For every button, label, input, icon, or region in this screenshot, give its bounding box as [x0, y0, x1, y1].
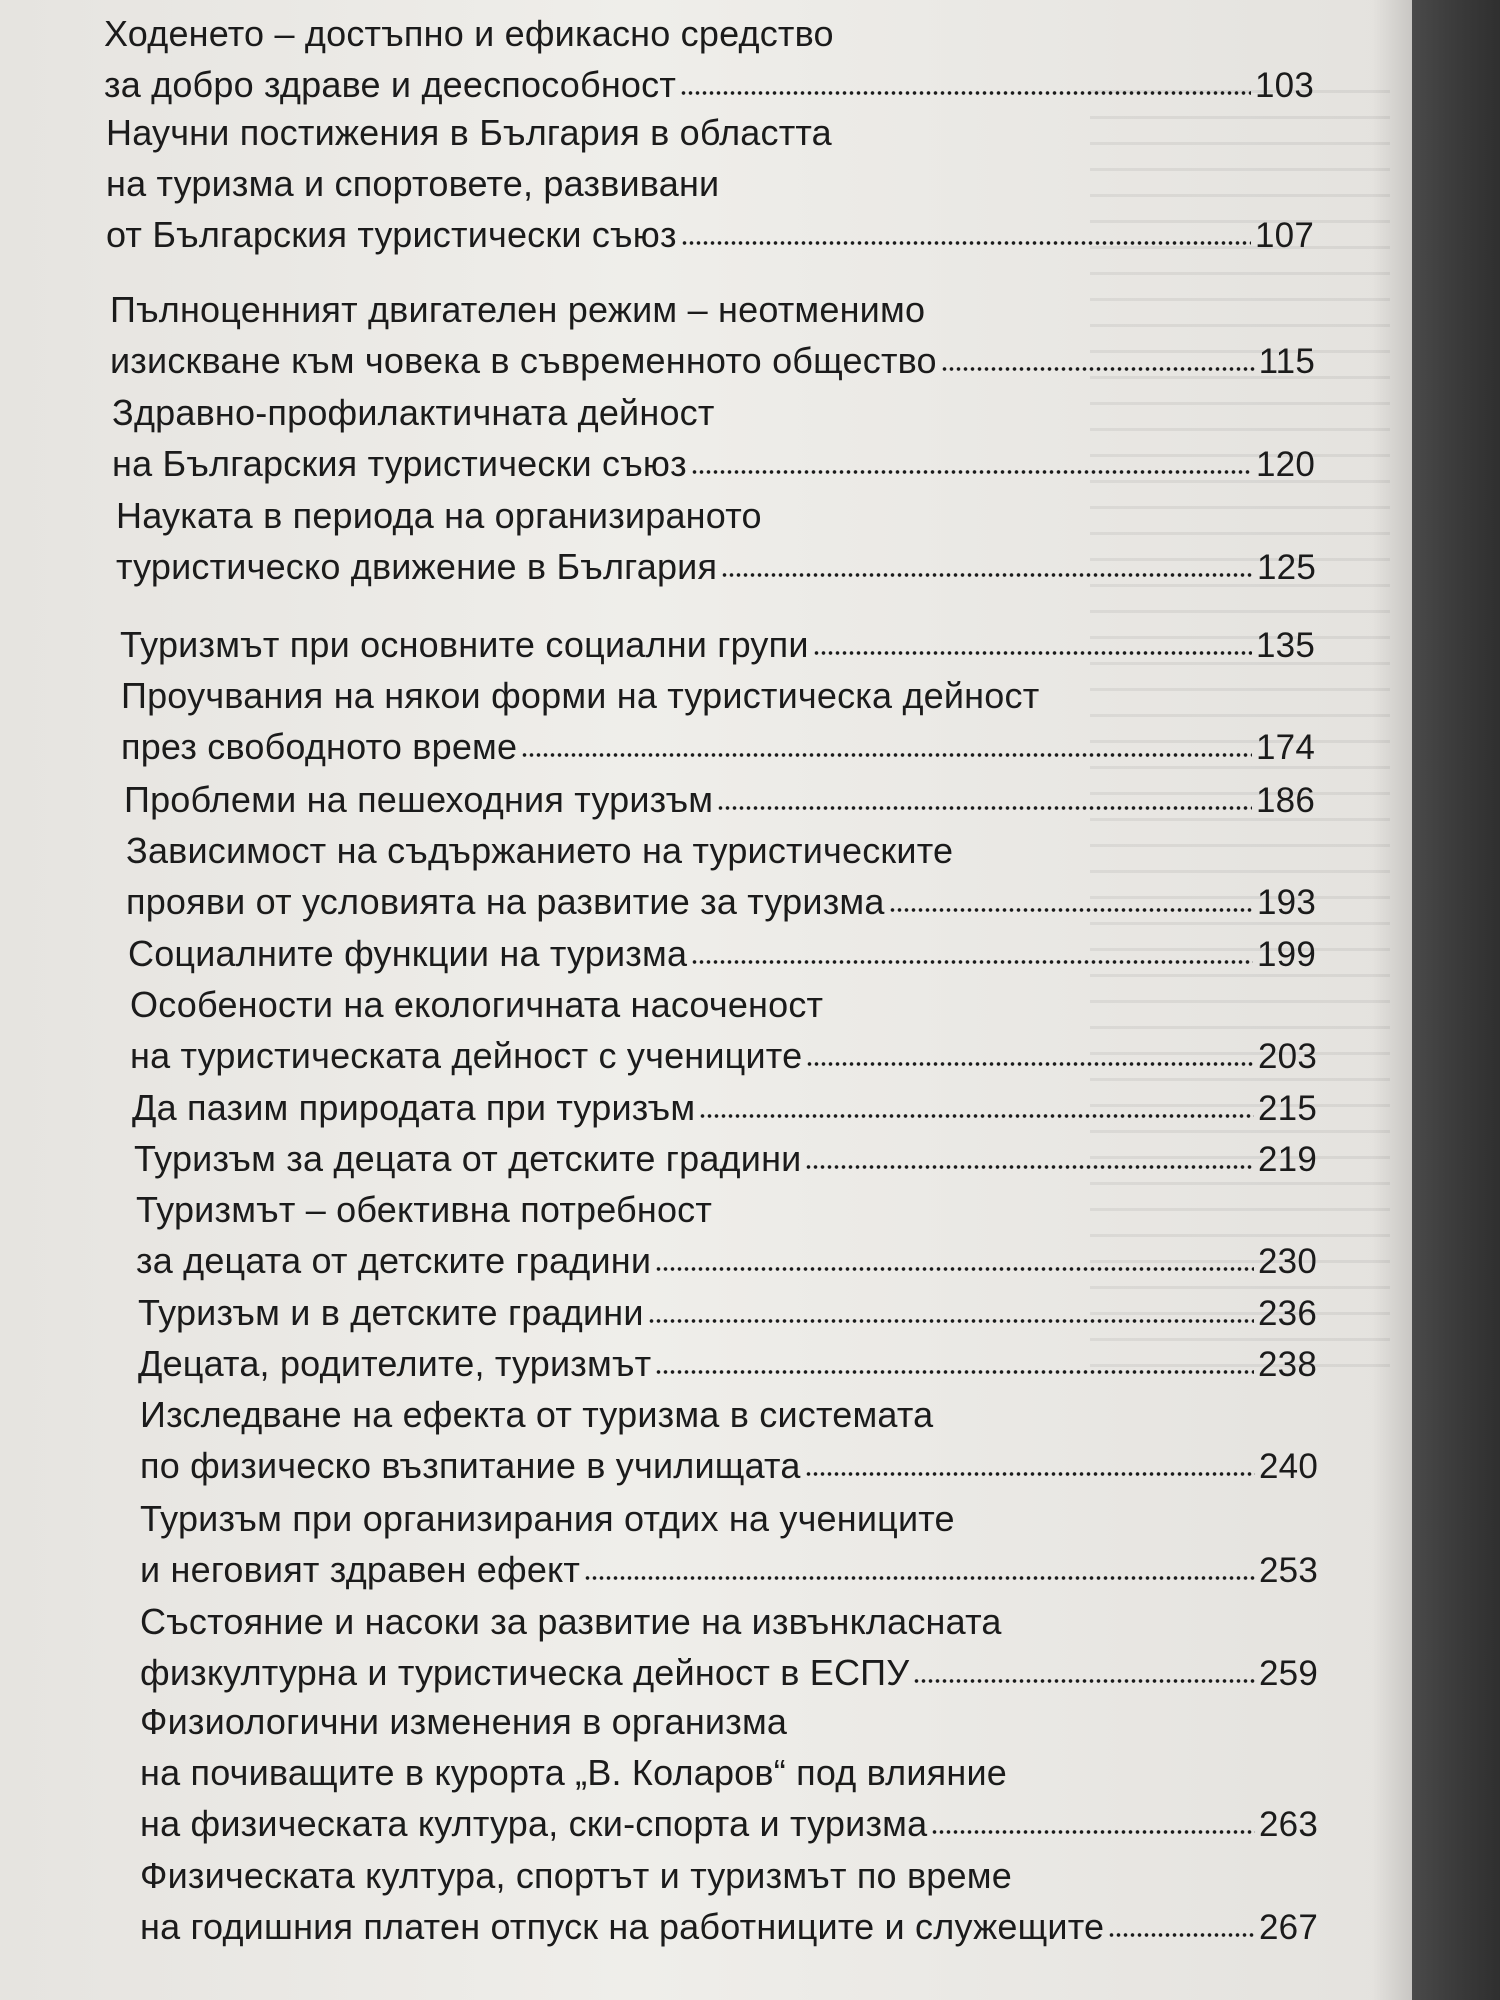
toc-page-number: 135: [1256, 626, 1315, 665]
toc-entry: [140, 1389, 1318, 1492]
dot-leader: [681, 238, 1251, 248]
toc-page-number: 259: [1259, 1654, 1318, 1693]
toc-page-number: 193: [1257, 883, 1316, 922]
toc-entry-title-line: по физическо възпитание в училищата: [140, 1445, 801, 1486]
toc-page-number: 115: [1258, 342, 1315, 381]
dot-leader: [680, 88, 1251, 98]
toc-entry-title-line: Състояние и насоки за развитие на извънкласната: [140, 1601, 1002, 1642]
book-edge: [1412, 0, 1500, 2000]
toc-page-number: 240: [1259, 1447, 1318, 1486]
toc-page-number: 199: [1257, 935, 1316, 974]
dot-leader: [717, 803, 1252, 813]
toc-entry: [132, 1082, 1317, 1134]
dot-leader: [648, 1316, 1254, 1326]
dot-leader: [1108, 1930, 1255, 1940]
toc-entry-title-line: за добро здраве и дееспособност: [104, 64, 677, 105]
toc-page-number: 186: [1256, 781, 1315, 820]
toc-entry: [128, 928, 1316, 980]
toc-entry-title-line: от Българския туристически съюз: [106, 214, 677, 255]
toc-entry-title-line: за децата от детските градини: [136, 1240, 652, 1281]
dot-leader: [699, 1111, 1254, 1121]
toc-page-number: 238: [1258, 1345, 1317, 1384]
toc-page-number: 215: [1258, 1089, 1317, 1128]
toc-entry-title-line: на годишния платен отпуск на работниците и служещите: [140, 1906, 1105, 1947]
toc-entry-title-line: Пълноценният двигателен режим – неотменимо: [110, 289, 926, 330]
toc-entry: [136, 1184, 1317, 1287]
dot-leader: [889, 905, 1253, 915]
toc-entry-title-line: Туризмът – обективна потребност: [136, 1189, 713, 1230]
toc-page-number: 263: [1259, 1805, 1318, 1844]
toc-entry: [112, 387, 1315, 490]
toc-page-number: 267: [1259, 1908, 1318, 1947]
dot-leader: [805, 1469, 1255, 1479]
toc-entry-title-line: прояви от условията на развитие за туризма: [126, 881, 885, 922]
toc-entry-title-line: Зависимост на съдържанието на туристическите: [126, 830, 954, 871]
dot-leader: [584, 1573, 1255, 1583]
toc-entry-title-line: туристическо движение в България: [116, 546, 718, 587]
toc-page-number: 107: [1255, 216, 1314, 255]
toc-entry: [140, 1493, 1318, 1596]
toc-entry: [138, 1287, 1317, 1339]
toc-entry: [126, 825, 1316, 928]
dot-leader: [691, 467, 1252, 477]
toc-entry-title-line: Децата, родителите, туризмът: [138, 1343, 652, 1384]
dot-leader: [913, 1676, 1255, 1686]
toc-page-number: 125: [1257, 548, 1316, 587]
toc-entry-title-line: Научни постижения в България в областта: [106, 112, 832, 153]
toc-entry-title-line: Да пазим природата при туризъм: [132, 1087, 696, 1128]
toc-entry-title-line: Туризъм за децата от детските градини: [134, 1138, 802, 1179]
toc-entry-title-line: Туризмът при основните социални групи: [120, 624, 809, 665]
toc-entry-title-line: Физиологични изменения в организма: [140, 1701, 788, 1742]
toc-entry-title-line: Изследване на ефекта от туризма в системата: [140, 1394, 934, 1435]
dot-leader: [521, 750, 1252, 760]
toc-page-number: 103: [1255, 66, 1314, 105]
dot-leader: [721, 570, 1253, 580]
toc-entry-title-line: на почиващите в курорта „В. Коларов“ под влияние: [140, 1752, 1007, 1793]
toc-entry-title-line: през свободното време: [121, 726, 518, 767]
toc-entry-title-line: Проучвания на някои форми на туристическа дейност: [121, 675, 1040, 716]
toc-entry: [106, 107, 1314, 261]
toc-page-number: 219: [1258, 1140, 1317, 1179]
toc-entry: [140, 1696, 1318, 1850]
dot-leader: [691, 957, 1253, 967]
toc-entry: [140, 1850, 1318, 1953]
toc-entry-title-line: изискване към човека в съвременното общество: [110, 340, 937, 381]
toc-entry-title-line: Здравно-профилактичната дейност: [112, 392, 715, 433]
toc-entry: [104, 8, 1314, 111]
toc-entry-title-line: Ходенето – достъпно и ефикасно средство: [104, 13, 834, 54]
toc-entry: [116, 490, 1316, 593]
dot-leader: [931, 1827, 1255, 1837]
toc-page-number: 174: [1256, 728, 1315, 767]
toc-entry: [138, 1338, 1317, 1390]
toc-entry-title-line: Науката в периода на организираното: [116, 495, 762, 536]
toc-entry-title-line: Проблеми на пешеходния туризъм: [124, 779, 714, 820]
toc-entry-title-line: на туризма и спортовете, развивани: [106, 163, 720, 204]
toc-page-number: 120: [1256, 445, 1315, 484]
dot-leader: [813, 648, 1252, 658]
toc-entry-title-line: и неговият здравен ефект: [140, 1549, 581, 1590]
toc-entry: [110, 284, 1315, 387]
toc-entry: [134, 1133, 1317, 1185]
dot-leader: [655, 1264, 1254, 1274]
toc-entry-title-line: Туризъм и в детските градини: [138, 1292, 644, 1333]
toc-entry-title-line: физкултурна и туристическа дейност в ЕСПУ: [140, 1652, 910, 1693]
toc-entry-title-line: Туризъм при организирания отдих на учениците: [140, 1498, 955, 1539]
dot-leader: [806, 1059, 1254, 1069]
toc-entry-title-line: на Българския туристически съюз: [112, 443, 687, 484]
toc-page-number: 253: [1259, 1551, 1318, 1590]
toc-entry-title-line: Физическата култура, спортът и туризмът по време: [140, 1855, 1012, 1896]
toc-page-number: 203: [1258, 1037, 1317, 1076]
toc-entry-title-line: Социалните функции на туризма: [128, 933, 688, 974]
toc-entry: [130, 979, 1317, 1082]
toc-entry: [120, 619, 1315, 671]
dot-leader: [941, 364, 1255, 374]
toc-page-number: 236: [1258, 1294, 1317, 1333]
toc-entry: [121, 670, 1315, 773]
toc-entry: [124, 774, 1315, 826]
toc-page-number: 230: [1258, 1242, 1317, 1281]
dot-leader: [805, 1162, 1254, 1172]
toc-entry: [140, 1596, 1318, 1699]
toc-entry-title-line: Особености на екологичната насоченост: [130, 984, 824, 1025]
toc-entry-title-line: на туристическата дейност с учениците: [130, 1035, 803, 1076]
toc-entry-title-line: на физическата култура, ски-спорта и туризма: [140, 1803, 928, 1844]
dot-leader: [655, 1367, 1254, 1377]
